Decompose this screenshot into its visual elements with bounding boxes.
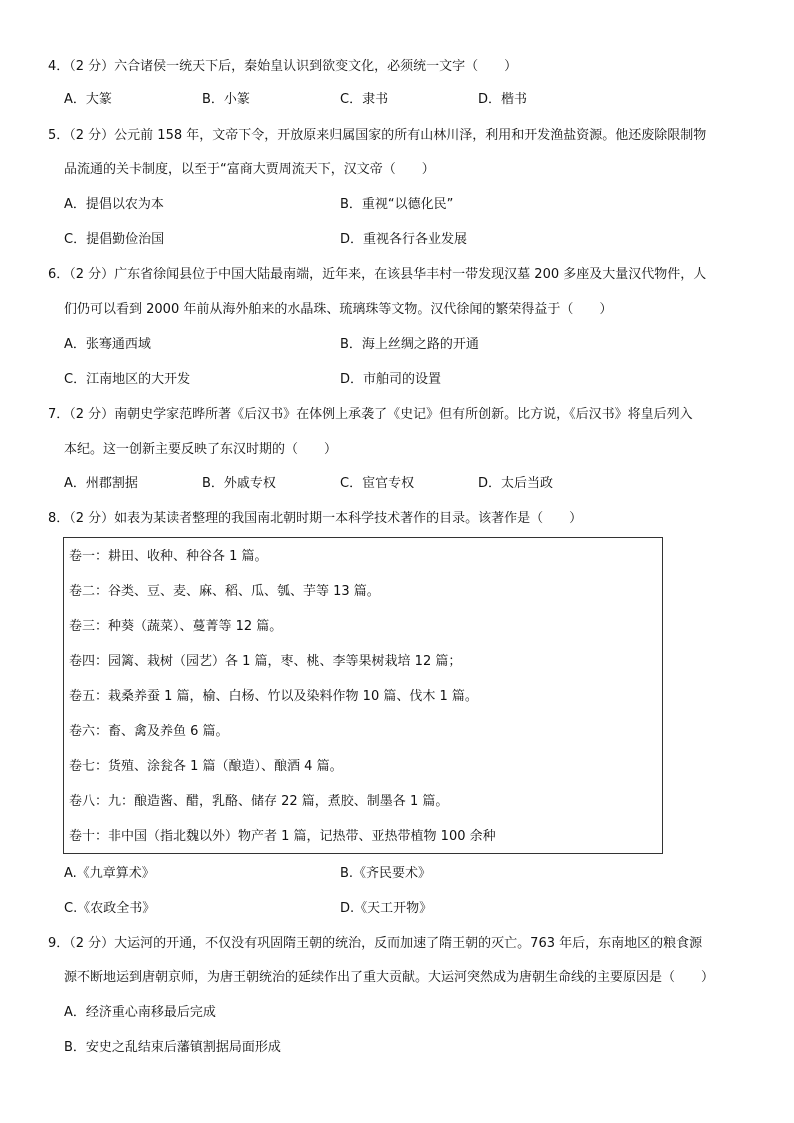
q4-option-d[interactable]: D．楷书 [478,92,528,107]
catalog-row-6: 卷六：畜、禽及养鱼 6 篇。 [69,724,229,739]
q7-option-b[interactable]: B．外戚专权 [202,476,276,491]
question-4-stem: 4．（2 分）六合诸侯一统天下后，秦始皇认识到欲变文化，必须统一文字（ ） [48,59,518,74]
catalog-row-4: 卷四：园篱、栽树（园艺）各 1 篇，枣、桃、李等果树栽培 12 篇； [69,654,462,669]
question-6-stem-line-1: 6．（2 分）广东省徐闻县位于中国大陆最南端，近年来，在该县华丰村一带发现汉墓 200 多座及大量汉代物件，人 [48,267,707,282]
q6-option-b[interactable]: B．海上丝绸之路的开通 [340,337,479,352]
q6-option-d[interactable]: D．市舶司的设置 [340,372,442,387]
q5-option-a[interactable]: A．提倡以农为本 [64,197,164,212]
question-9-stem-line-2: 源不断地运到唐朝京师，为唐王朝统治的延续作出了重大贡献。大运河突然成为唐朝生命线的主要原因是（ ） [64,970,715,985]
q5-option-c[interactable]: C．提倡勤俭治国 [64,232,165,247]
q7-option-c[interactable]: C．宦官专权 [340,476,415,491]
q4-option-c[interactable]: C．隶书 [340,92,389,107]
q7-option-a[interactable]: A．州郡割据 [64,476,138,491]
question-8-stem: 8．（2 分）如表为某读者整理的我国南北朝时期一本科学技术著作的目录。该著作是（ ） [48,511,583,526]
q5-option-b[interactable]: B．重视“以德化民” [340,197,454,212]
catalog-row-9: 卷十：非中国（指北魏以外）物产者 1 篇，记热带、亚热带植物 100 余种 [69,829,496,844]
catalog-row-2: 卷二：谷类、豆、麦、麻、稻、瓜、瓠、芋等 13 篇。 [69,584,380,599]
q8-option-a[interactable]: A.《九章算术》 [64,866,155,881]
question-5-stem-line-1: 5．（2 分）公元前 158 年，文帝下令，开放原来归属国家的所有山林川泽，利用和开发渔盐资源。他还废除限制物 [48,128,707,143]
question-6-stem-line-2: 们仍可以看到 2000 年前从海外舶来的水晶珠、琉璃珠等文物。汉代徐闻的繁荣得益于（ ） [64,302,613,317]
question-7-stem-line-2: 本纪。这一创新主要反映了东汉时期的（ ） [64,442,338,457]
catalog-row-5: 卷五：栽桑养蚕 1 篇，榆、白杨、竹以及染料作物 10 篇、伐木 1 篇。 [69,689,478,704]
q9-option-a[interactable]: A．经济重心南移最后完成 [64,1005,216,1020]
question-5-stem-line-2: 品流通的关卡制度，以至于“富商大贾周流天下，汉文帝（ ） [64,162,435,177]
q4-option-b[interactable]: B．小篆 [202,92,250,107]
question-9-stem-line-1: 9．（2 分）大运河的开通，不仅没有巩固隋王朝的统治，反而加速了隋王朝的灭亡。763 年后，东南地区的粮食源 [48,936,703,951]
q4-option-a[interactable]: A．大篆 [64,92,112,107]
q9-option-b[interactable]: B．安史之乱结束后藩镇割据局面形成 [64,1040,281,1055]
q6-option-c[interactable]: C．江南地区的大开发 [64,372,191,387]
q5-option-d[interactable]: D．重视各行各业发展 [340,232,468,247]
catalog-table [63,537,663,854]
catalog-row-1: 卷一：耕田、收种、种谷各 1 篇。 [69,549,268,564]
catalog-row-8: 卷八：九：酿造酱、醋，乳酪、储存 22 篇，煮胶、制墨各 1 篇。 [69,794,449,809]
catalog-row-3: 卷三：种葵（蔬菜）、蔓菁等 12 篇。 [69,619,283,634]
q8-option-c[interactable]: C.《农政全书》 [64,901,156,916]
q8-option-b[interactable]: B.《齐民要术》 [340,866,432,881]
q6-option-a[interactable]: A．张骞通西域 [64,337,151,352]
q8-option-d[interactable]: D.《天工开物》 [340,901,433,916]
catalog-row-7: 卷七：货殖、涂瓮各 1 篇（酿造）、酿酒 4 篇。 [69,759,343,774]
q7-option-d[interactable]: D．太后当政 [478,476,554,491]
question-7-stem-line-1: 7．（2 分）南朝史学家范晔所著《后汉书》在体例上承袭了《史记》但有所创新。比方说，《后汉书》将皇后列入 [48,407,693,422]
